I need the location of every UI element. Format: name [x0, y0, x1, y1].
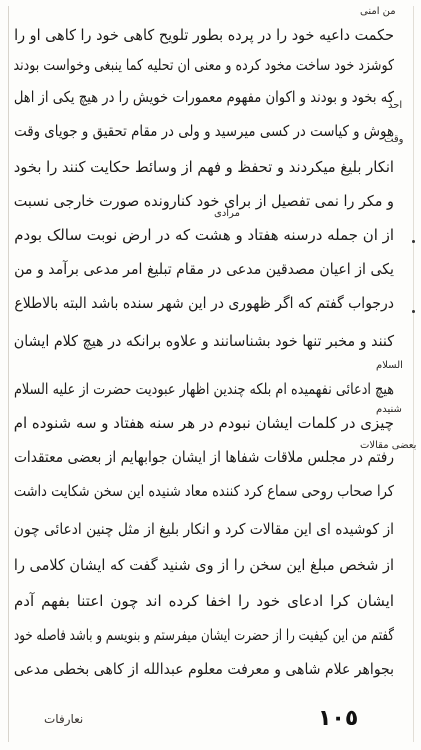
manuscript-line-3: که بخود و بودند و اکوان مفهوم معمورات خویش را در هیچ یکی از اهل	[13, 88, 395, 106]
manuscript-line-19: بجواهر علام شاهی و معرفت معلوم عبدالله از کاهی بخطی مدعی	[13, 660, 394, 678]
gloss-line-7: مرادی	[214, 208, 240, 219]
gloss-line-4: وقت	[384, 134, 404, 145]
manuscript-line-11: هیچ ادعائی نفهمیده ام بلکه چندین اظهار عبودیت حضرت از علیه السلام	[13, 380, 395, 398]
manuscript-line-6: و مکر را نمی تفصیل از برای خود کنارونده صورت خارجی نسبت	[13, 192, 394, 210]
manuscript-line-2: کوشزد خود ساخت مخود کرده و معنی ان تحلیه کما ینبغی وخواست بودند	[13, 56, 394, 74]
gloss-line-3: احد	[388, 100, 403, 111]
margin-mark	[412, 240, 415, 243]
manuscript-line-10: کنند و مخبر تنها خود بشناسانند و علاوه برانکه در هیچ کلام ایشان	[13, 332, 395, 350]
manuscript-line-5: انکار بلیغ میکردند و تحفظ و فهم از وسائط حکایت کنند را بخود	[13, 158, 394, 176]
manuscript-line-1: حکمت داعیه خود را در پرده بطور تلویح کاهی خود را کاهی او را	[14, 26, 394, 44]
gloss-line-12: شنیدم	[376, 404, 402, 415]
catchword: نعارفات	[44, 712, 84, 726]
margin-mark	[412, 310, 415, 313]
gloss-top-right: من امنی	[360, 6, 396, 17]
manuscript-line-18: گفتم من این کیفیت را از حضرت ایشان میفرستم و بنویسم و باشد فاصله خود	[13, 626, 394, 644]
gloss-line-13: بعضی مقالات	[360, 440, 417, 451]
manuscript-line-8: یکی از اعیان مصدقین مدعی در مقام تبلیغ امر مدعی برآمد و من	[14, 260, 395, 278]
manuscript-line-9: درجواب گفتم که اگر ظهوری در این شهر سنده باشد البته بالاطلاع	[14, 294, 394, 312]
manuscript-line-14: کرا صحاب روحی سماع کرد کننده معاد شنیده این سخن شکایت داشت	[13, 482, 394, 500]
manuscript-line-7: از ان جمله درسنه هفتاد و هشت که در ارض نوبت سالک بودم	[14, 226, 394, 244]
gloss-line-11: السلام	[376, 360, 403, 371]
manuscript-text-block	[14, 8, 394, 690]
manuscript-line-15: از کوشیده ای این مقالات کرد و انکار بلیغ از مثل چنین ادعائی چون	[13, 520, 394, 538]
manuscript-line-13: رفتم در مجلس ملاقات شفاها از ایشان جوابهایم از بعضی معتقدات	[13, 448, 395, 466]
manuscript-line-12: چیزی در کلمات ایشان نبودم در هر سنه هفتاد و سه شنوده ام	[13, 414, 395, 432]
manuscript-line-4: هوش و کیاست در کسی میرسید و ولی در مقام تحقیق و جویای وقت	[14, 122, 394, 140]
manuscript-line-17: ایشان کرا ادعای خود را اخفا کرده اند چون اعتنا بفهم آدم	[14, 592, 394, 610]
manuscript-line-16: از شخص مبلغ این سخن را از وی شنید گفت که ایشان کلامی را	[13, 556, 395, 574]
page-number: ١٠٥	[318, 706, 359, 731]
